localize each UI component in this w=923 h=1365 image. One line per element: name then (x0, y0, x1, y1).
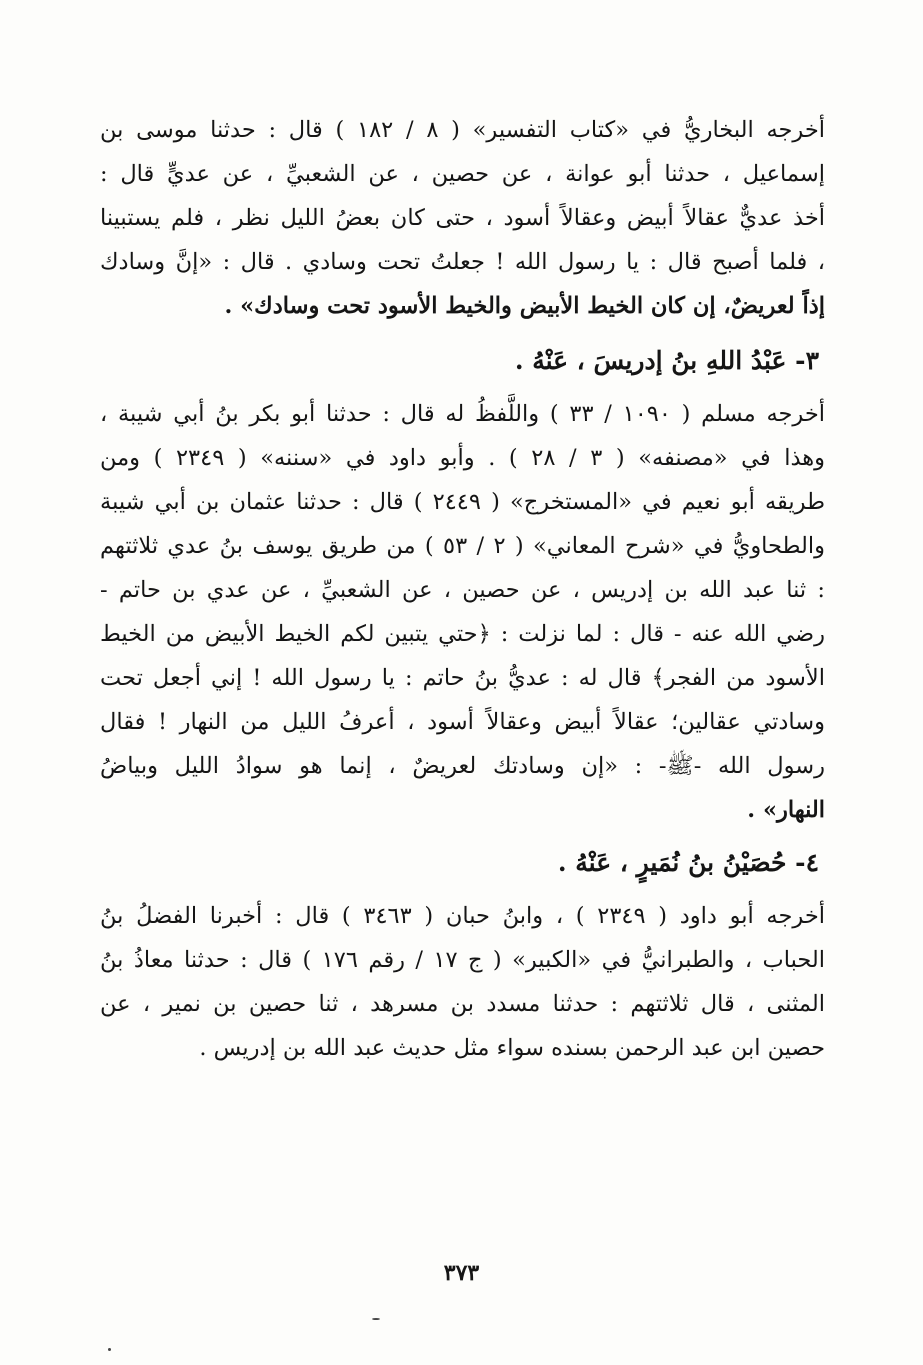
scan-speck (108, 1348, 111, 1351)
text-line: إذاً لعريضٌ، إن كان الخيط الأبيض والخيط الأسود تحت وسادك» . (224, 293, 825, 319)
text-line: وهذا في «مصنفه» ( ٣ / ٢٨ ) . وأبو داود في «سننه» ( ٢٣٤٩ ) ومن (100, 445, 825, 471)
section-heading-4: ٤- حُصَيْنُ بنُ نُمَيرٍ ، عَنْهُ . (557, 848, 819, 877)
text-line: أخرجه البخاريُّ في «كتاب التفسير» ( ٨ / ١٨٢ ) قال : حدثنا موسى بن (100, 117, 825, 143)
text-line: والطحاويُّ في «شرح المعاني» ( ٢ / ٥٣ ) من طريق يوسف بنُ عدي ثلاثتهم (100, 533, 825, 559)
paragraph-abu-dawud (100, 894, 825, 1070)
section-heading-3: ٣- عَبْدُ اللهِ بنُ إدريسَ ، عَنْهُ . (514, 346, 819, 375)
text-line: ، فلما أصبح قال : يا رسول الله ! جعلتُ تحت وسادي . قال : «إنَّ وسادك (100, 249, 825, 275)
text-line: حصين ابن عبد الرحمن بسنده سواء مثل حديث عبد الله بن إدريس . (199, 1035, 825, 1061)
text-line: وسادتي عقالين؛ عقالاً أبيض وعقالاً أسود ، أعرفُ الليل من النهار ! فقال (100, 709, 825, 735)
text-line: الأسود من الفجر﴾ قال له : عديُّ بنُ حاتم : يا رسول الله ! إني أجعل تحت (100, 665, 825, 691)
text-line: أخرجه أبو داود ( ٢٣٤٩ ) ، وابنُ حبان ( ٣٤٦٣ ) قال : أخبرنا الفضلُ بنُ (100, 903, 825, 929)
text-line: أخذ عديٌّ عقالاً أبيض وعقالاً أسود ، حتى كان بعضُ الليل نظر ، فلم يستبينا (100, 205, 825, 231)
scan-speck (372, 1318, 380, 1320)
text-line: أخرجه مسلم ( ١٠٩٠ / ٣٣ ) واللَّفظُ له قال : حدثنا أبو بكر بنُ أبي شيبة ، (100, 401, 825, 427)
text-line: رضي الله عنه - قال : لما نزلت : ﴿حتي يتبين لكم الخيط الأبيض من الخيط (100, 621, 825, 647)
text-line: : ثنا عبد الله بن إدريس ، عن حصين ، عن الشعبيِّ ، عن عدي بن حاتم - (100, 577, 825, 603)
text-line: طريقه أبو نعيم في «المستخرج» ( ٢٤٤٩ ) قال : حدثنا عثمان بن أبي شيبة (100, 489, 825, 515)
text-line: رسول الله -ﷺ- : «إن وسادتك لعريضٌ ، إنما هو سوادُ الليل وبياضُ (100, 753, 825, 779)
paragraph-bukhari (100, 108, 825, 328)
text-line: إسماعيل ، حدثنا أبو عوانة ، عن حصين ، عن الشعبيِّ ، عن عديٍّ قال : (100, 161, 825, 187)
paragraph-muslim (100, 392, 825, 832)
page-body (100, 108, 825, 1070)
text-line: المثنى ، قال ثلاثتهم : حدثنا مسدد بن مسرهد ، ثنا حصين بن نمير ، عن (100, 991, 825, 1017)
text-line: النهار» . (747, 797, 825, 823)
page-number: ٣٧٣ (443, 1260, 480, 1286)
text-line: الحباب ، والطبرانيُّ في «الكبير» ( ج ١٧ / رقم ١٧٦ ) قال : حدثنا معاذُ بنُ (100, 947, 825, 973)
